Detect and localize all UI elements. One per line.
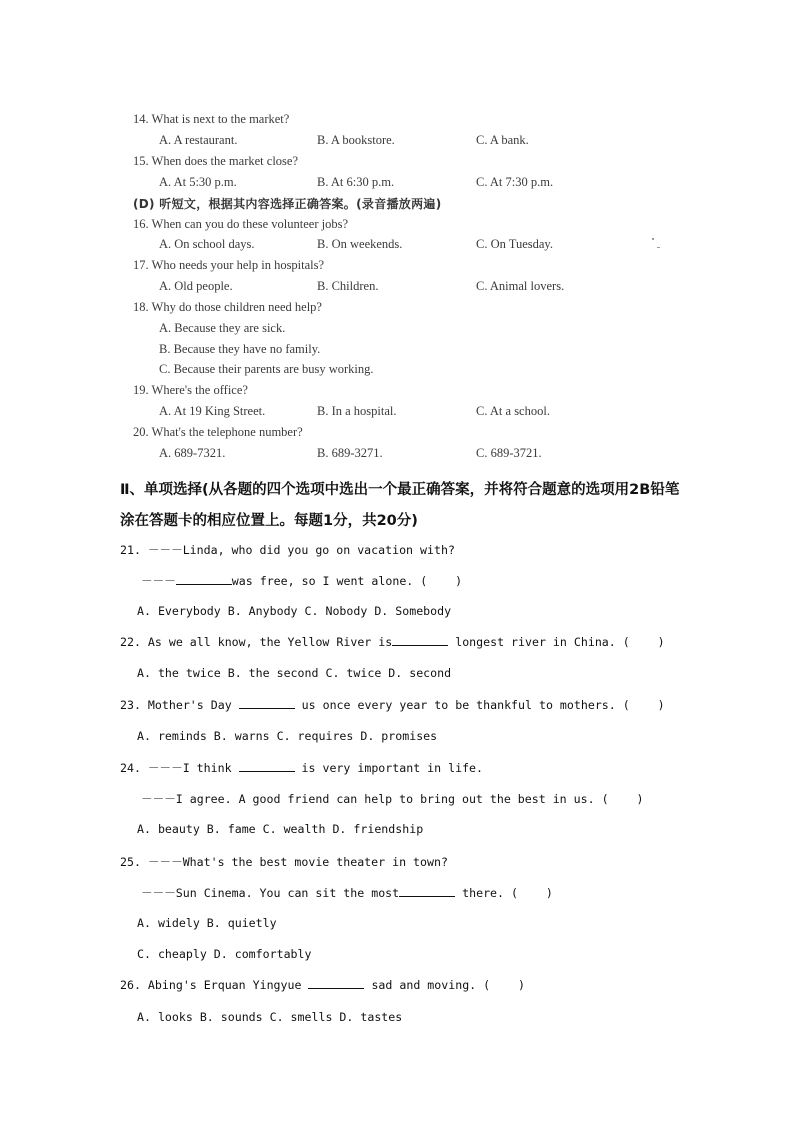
q14-option-c: C. A bank.	[476, 133, 529, 147]
question-24-line1: 24. －－－I think is very important in life.	[120, 761, 484, 775]
q20-option-c: C. 689-3721.	[476, 446, 542, 460]
q16-option-b: B. On weekends.	[317, 237, 403, 251]
question-25-line1: 25. －－－What's the best movie theater in town?	[120, 855, 448, 869]
answer-blank[interactable]	[239, 761, 295, 772]
question-14: 14. What is next to the market?	[133, 112, 290, 126]
question-22-options: A. the twice B. the second C. twice D. second	[137, 666, 452, 680]
question-24-options: A. beauty B. fame C. wealth D. friendship	[137, 822, 424, 836]
question-16: 16. When can you do these volunteer jobs?	[133, 217, 348, 231]
q20-option-a: A. 689-7321.	[159, 446, 226, 460]
q18-option-c: C. Because their parents are busy working.	[159, 362, 374, 376]
question-18: 18. Why do those children need help?	[133, 300, 322, 314]
q15-option-b: B. At 6:30 p.m.	[317, 175, 395, 189]
question-15: 15. When does the market close?	[133, 154, 298, 168]
question-21-line2: －－－ was free, so I went alone. ( )	[141, 574, 463, 588]
question-20: 20. What's the telephone number?	[133, 425, 303, 439]
answer-blank[interactable]	[392, 635, 448, 646]
q15-option-c: C. At 7:30 p.m.	[476, 175, 554, 189]
section-2-header-line1: Ⅱ、单项选择(从各题的四个选项中选出一个最正确答案，并将符合题意的选项用2B铅笔	[120, 482, 680, 498]
q17-option-b: B. Children.	[317, 279, 379, 293]
question-21-line1: 21. －－－Linda, who did you go on vacation with?	[120, 543, 455, 557]
q16-option-a: A. On school days.	[159, 237, 255, 251]
question-26: 26. Abing's Erquan Yingyue sad and moving. ( )	[120, 978, 526, 992]
question-25-options-1: A. widely B. quietly	[137, 916, 277, 930]
q15-option-a: A. At 5:30 p.m.	[159, 175, 237, 189]
question-23-options: A. reminds B. warns C. requires D. promises	[137, 729, 438, 743]
q18-option-a: A. Because they are sick.	[159, 321, 286, 335]
listening-section-scan	[0, 0, 794, 470]
question-21-options: A. Everybody B. Anybody C. Nobody D. Somebody	[137, 604, 452, 618]
question-22: 22. As we all know, the Yellow River is longest river in China. ( )	[120, 635, 665, 649]
question-25-options-2: C. cheaply D. comfortably	[137, 947, 312, 961]
question-26-options: A. looks B. sounds C. smells D. tastes	[137, 1010, 403, 1024]
scan-speck	[657, 247, 660, 248]
question-25-line2: －－－Sun Cinema. You can sit the most there. ( )	[141, 886, 553, 900]
scan-speck	[652, 238, 654, 240]
question-17: 17. Who needs your help in hospitals?	[133, 258, 325, 272]
answer-blank[interactable]	[308, 978, 364, 989]
answer-blank[interactable]	[399, 886, 455, 897]
answer-blank[interactable]	[176, 574, 232, 585]
section-d-instruction: (D) 听短文，根据其内容选择正确答案。(录音播放两遍)	[133, 197, 442, 211]
question-23: 23. Mother's Day us once every year to be thankful to mothers. ( )	[120, 698, 665, 712]
q16-option-c: C. On Tuesday.	[476, 237, 553, 251]
q19-option-a: A. At 19 King Street.	[159, 404, 266, 418]
q19-option-b: B. In a hospital.	[317, 404, 397, 418]
q14-option-a: A. A restaurant.	[159, 133, 238, 147]
question-19: 19. Where's the office?	[133, 383, 248, 397]
q17-option-a: A. Old people.	[159, 279, 233, 293]
q17-option-c: C. Animal lovers.	[476, 279, 565, 293]
q14-option-b: B. A bookstore.	[317, 133, 395, 147]
answer-blank[interactable]	[239, 698, 295, 709]
section-2-header-line2: 涂在答题卡的相应位置上。每题1分，共20分)	[120, 513, 418, 529]
q18-option-b: B. Because they have no family.	[159, 342, 321, 356]
question-24-line2: －－－I agree. A good friend can help to bring out the best in us. ( )	[141, 792, 644, 806]
q19-option-c: C. At a school.	[476, 404, 550, 418]
q20-option-b: B. 689-3271.	[317, 446, 383, 460]
